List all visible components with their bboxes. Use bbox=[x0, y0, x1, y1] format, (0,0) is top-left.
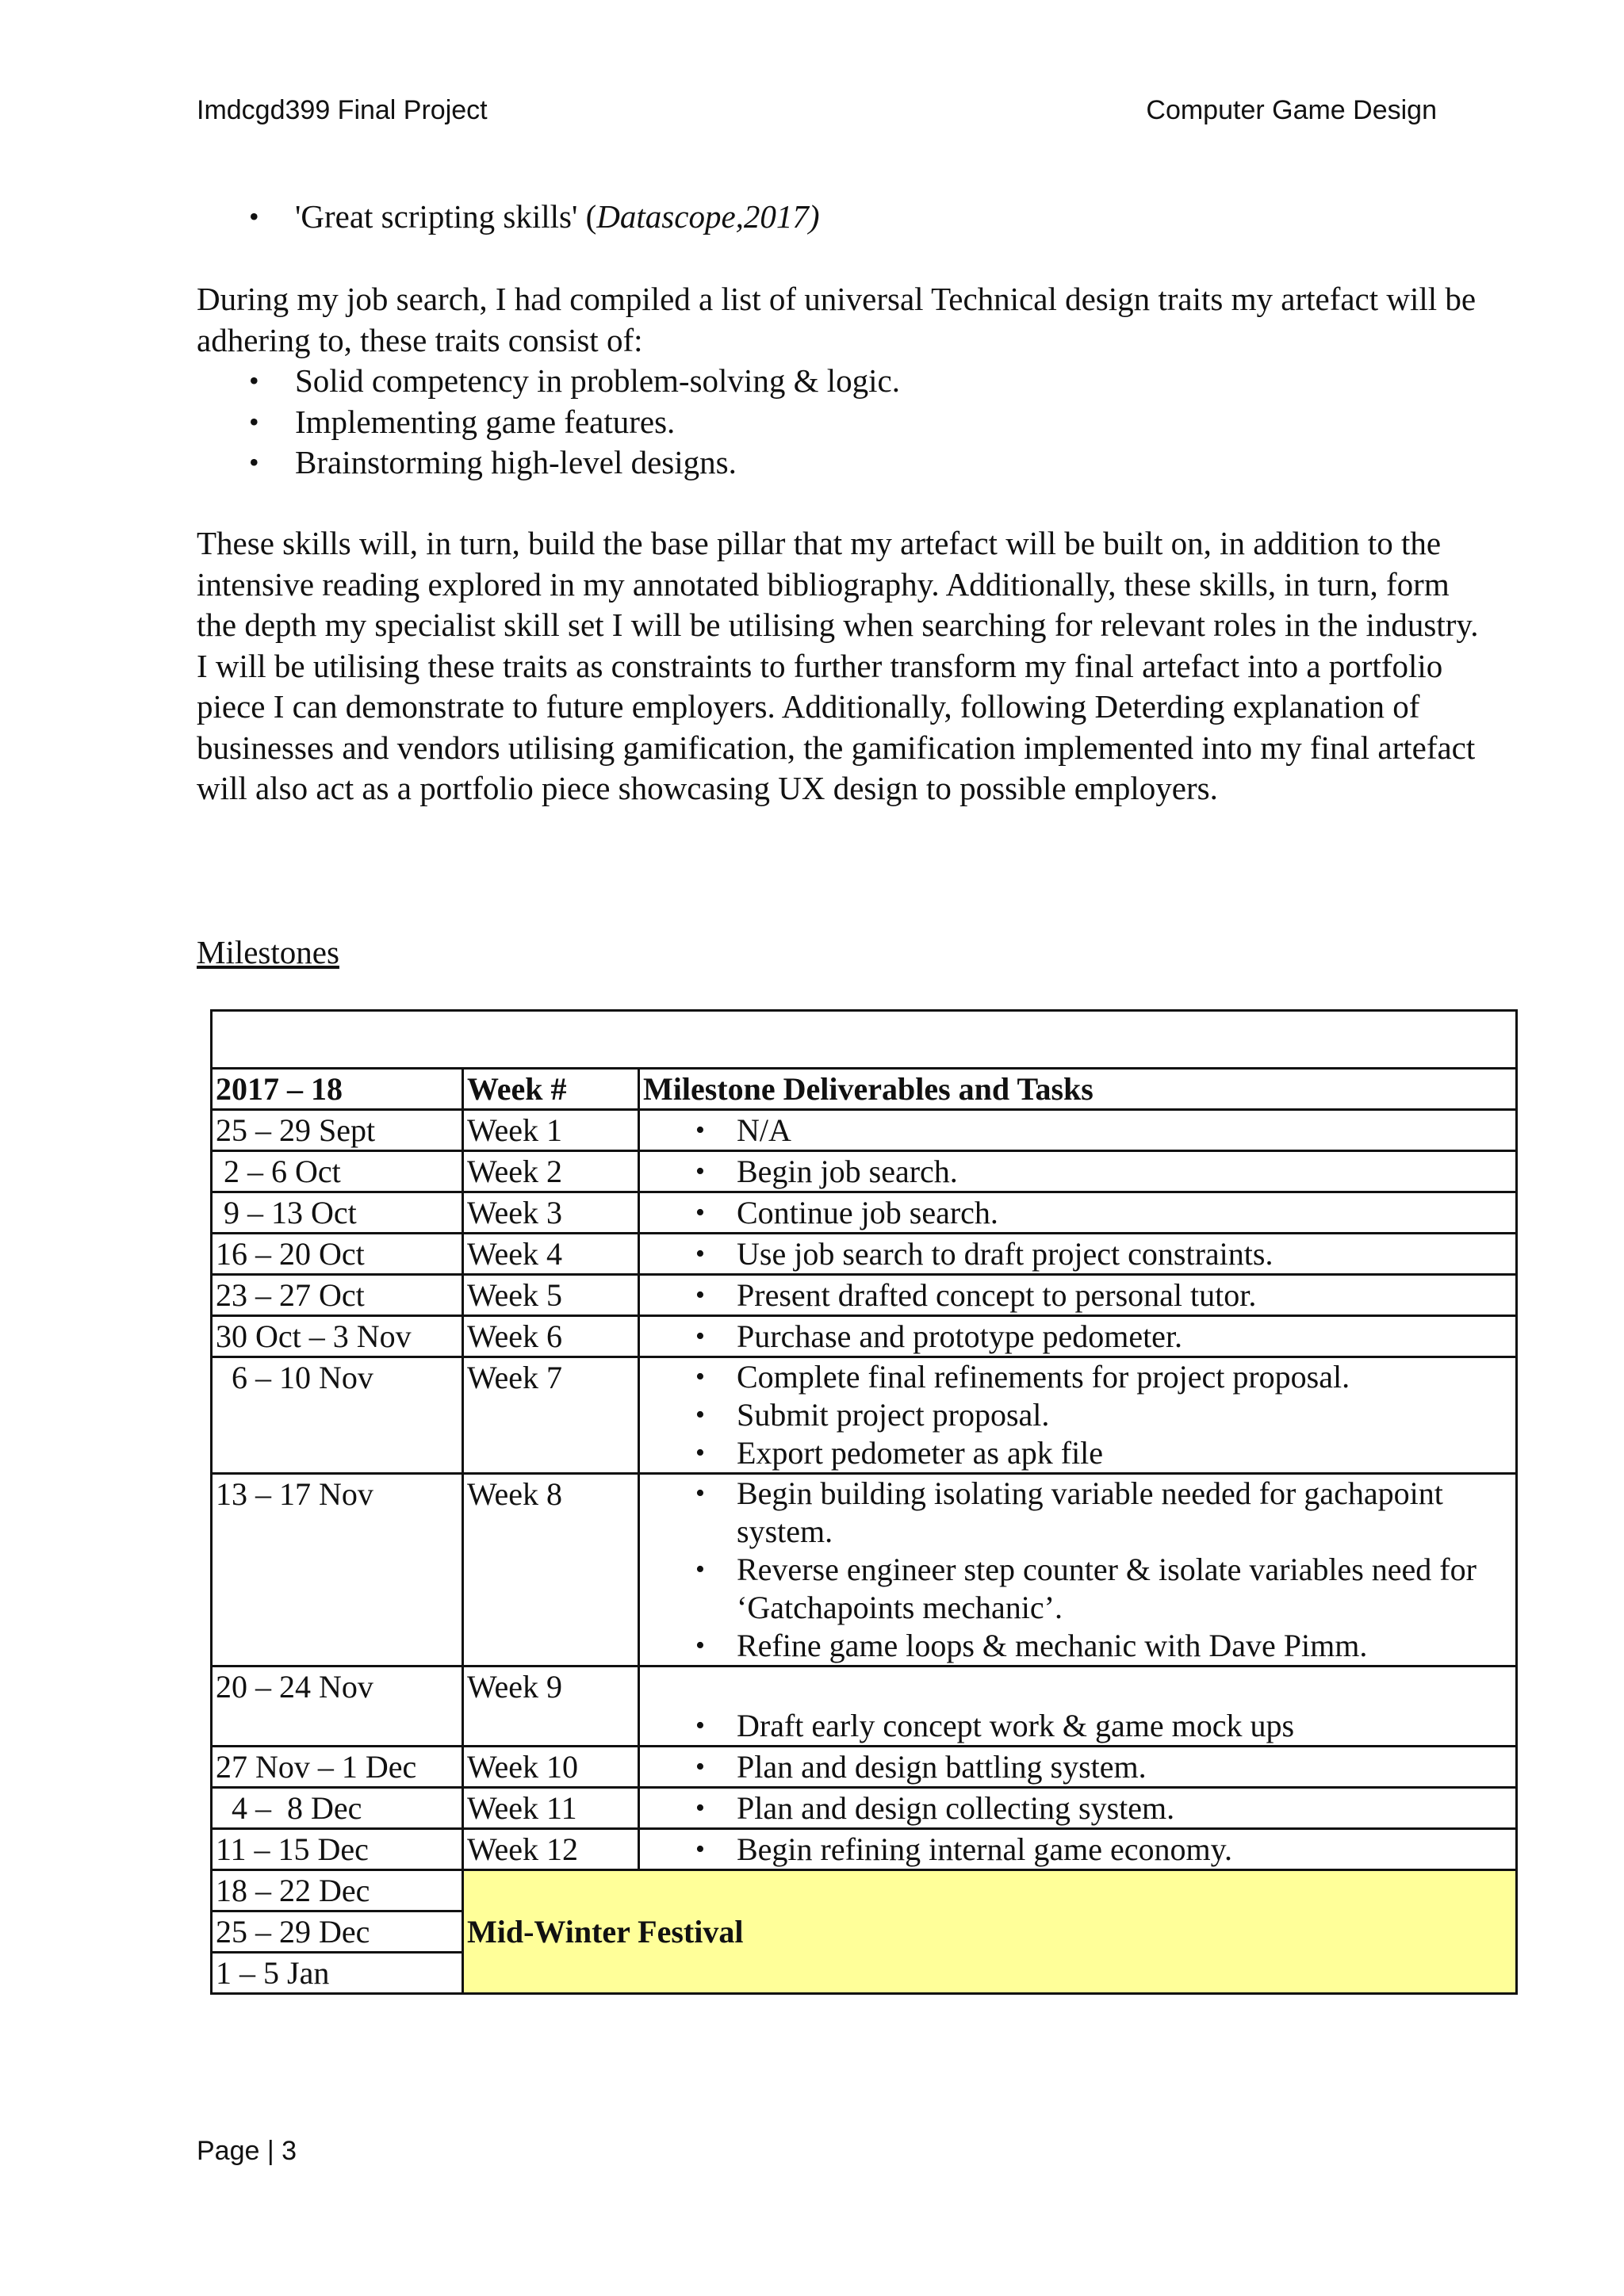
milestones-heading: Milestones bbox=[197, 934, 339, 970]
task-item: • Draft early concept work & game mock ups bbox=[643, 1706, 1512, 1745]
week-cell: Week 4 bbox=[463, 1234, 639, 1275]
para2-block bbox=[197, 523, 1481, 809]
table-row bbox=[212, 1667, 1517, 1747]
table-row bbox=[212, 1151, 1517, 1192]
table-row bbox=[212, 1747, 1517, 1788]
table-row bbox=[212, 1110, 1517, 1151]
date-cell: 27 Nov – 1 Dec bbox=[212, 1747, 463, 1788]
date-cell: 25 – 29 Sept bbox=[212, 1110, 463, 1151]
para1-text: During my job search, I had compiled a list of universal Technical design traits my artefact will be adhering to, these traits consist of: bbox=[197, 281, 1477, 358]
intro-bullet-text: 'Great scripting skills' ( bbox=[295, 198, 597, 235]
tasks-cell bbox=[639, 1192, 1517, 1234]
header-right: Computer Game Design bbox=[1146, 95, 1437, 125]
week-cell: Week 3 bbox=[463, 1192, 639, 1234]
tasks-cell bbox=[639, 1110, 1517, 1151]
tasks-cell bbox=[639, 1747, 1517, 1788]
date-cell: 6 – 10 Nov bbox=[212, 1357, 463, 1474]
para1-block bbox=[197, 279, 1481, 484]
blank-cell bbox=[212, 1011, 1517, 1069]
date-cell: 30 Oct – 3 Nov bbox=[212, 1316, 463, 1357]
traits-list bbox=[197, 361, 1481, 484]
page-number: Page | 3 bbox=[197, 2136, 297, 2166]
task-item: • Begin job search. bbox=[643, 1152, 1512, 1191]
date-cell: 23 – 27 Oct bbox=[212, 1275, 463, 1316]
task-item: • Submit project proposal. bbox=[643, 1396, 1512, 1434]
date-cell: 20 – 24 Nov bbox=[212, 1667, 463, 1747]
date-cell: 4 – 8 Dec bbox=[212, 1788, 463, 1829]
header-cell-week: Week # bbox=[463, 1069, 639, 1110]
trait-item: • Solid competency in problem-solving & logic. bbox=[197, 361, 1481, 402]
task-item: • Continue job search. bbox=[643, 1193, 1512, 1232]
task-item: • Export pedometer as apk file bbox=[643, 1434, 1512, 1472]
task-item: • Use job search to draft project constraints. bbox=[643, 1234, 1512, 1273]
task-item: • Plan and design battling system. bbox=[643, 1747, 1512, 1786]
week-cell: Week 2 bbox=[463, 1151, 639, 1192]
date-cell: 11 – 15 Dec bbox=[212, 1829, 463, 1870]
task-item: • Present drafted concept to personal tutor. bbox=[643, 1276, 1512, 1314]
table-title-row bbox=[212, 1011, 1517, 1069]
tasks-cell bbox=[639, 1829, 1517, 1870]
table-row bbox=[212, 1357, 1517, 1474]
table-row bbox=[212, 1234, 1517, 1275]
week-cell: Week 12 bbox=[463, 1829, 639, 1870]
task-item: • Reverse engineer step counter & isolate variables need for ‘Gatchapoints mechanic’. bbox=[643, 1551, 1512, 1627]
task-item: • N/A bbox=[643, 1111, 1512, 1150]
date-cell: 9 – 13 Oct bbox=[212, 1192, 463, 1234]
week-cell: Week 10 bbox=[463, 1747, 639, 1788]
task-item: • Begin refining internal game economy. bbox=[643, 1830, 1512, 1869]
milestones-table bbox=[210, 1009, 1518, 1995]
task-item: • Complete final refinements for project proposal. bbox=[643, 1358, 1512, 1396]
festival-date-cell: 18 – 22 Dec bbox=[212, 1870, 463, 1911]
week-cell: Week 11 bbox=[463, 1788, 639, 1829]
tasks-cell bbox=[639, 1275, 1517, 1316]
trait-item: • Brainstorming high-level designs. bbox=[197, 442, 1481, 484]
week-cell: Week 8 bbox=[463, 1474, 639, 1667]
week-cell: Week 9 bbox=[463, 1667, 639, 1747]
task-item: • Begin building isolating variable needed for gachapoint system. bbox=[643, 1475, 1512, 1551]
tasks-cell bbox=[639, 1474, 1517, 1667]
header-cell-tasks: Milestone Deliverables and Tasks bbox=[639, 1069, 1517, 1110]
table-row bbox=[212, 1316, 1517, 1357]
intro-bullet bbox=[197, 197, 1481, 238]
table-row bbox=[212, 1474, 1517, 1667]
tasks-cell bbox=[639, 1316, 1517, 1357]
week-cell: Week 5 bbox=[463, 1275, 639, 1316]
para2-line-2: I will be utilising these traits as constraints to further transform my final artefact into a portfolio piece I can demonstrate to future employers. Additionally, following Deterding explanation of businesses and vendors utilising gamification, the gamification implemented into my final artefact will also act as a portfolio piece showcasing UX design to possible employers. bbox=[197, 647, 1476, 806]
tasks-cell bbox=[639, 1667, 1517, 1747]
tasks-cell bbox=[639, 1234, 1517, 1275]
task-item: • Plan and design collecting system. bbox=[643, 1789, 1512, 1827]
table-row bbox=[212, 1829, 1517, 1870]
task-item: • Purchase and prototype pedometer. bbox=[643, 1317, 1512, 1356]
table-row bbox=[212, 1788, 1517, 1829]
task-item: • Refine game loops & mechanic with Dave Pimm. bbox=[643, 1627, 1512, 1665]
tasks-cell bbox=[639, 1151, 1517, 1192]
header-left: Imdcgd399 Final Project bbox=[197, 95, 488, 125]
week-cell: Week 7 bbox=[463, 1357, 639, 1474]
intro-bullet-block bbox=[197, 197, 1481, 238]
para2-line-1: These skills will, in turn, build the base pillar that my artefact will be built on, in addition to the intensive reading explored in my annotated bibliography. Additionally, these skills, in turn, form the depth my specialist skill set I will be utilising when searching for relevant roles in the industry. bbox=[197, 525, 1479, 643]
table-row bbox=[212, 1275, 1517, 1316]
week-cell: Week 6 bbox=[463, 1316, 639, 1357]
week-cell: Week 1 bbox=[463, 1110, 639, 1151]
header-cell-period: 2017 – 18 bbox=[212, 1069, 463, 1110]
table-row bbox=[212, 1192, 1517, 1234]
trait-item: • Implementing game features. bbox=[197, 402, 1481, 443]
festival-cell: Mid-Winter Festival bbox=[463, 1870, 1517, 1994]
festival-date-cell: 25 – 29 Dec bbox=[212, 1911, 463, 1953]
tasks-cell bbox=[639, 1788, 1517, 1829]
date-cell: 2 – 6 Oct bbox=[212, 1151, 463, 1192]
festival-date-cell: 1 – 5 Jan bbox=[212, 1953, 463, 1994]
date-cell: 16 – 20 Oct bbox=[212, 1234, 463, 1275]
intro-bullet-citation: Datascope,2017) bbox=[596, 198, 820, 235]
date-cell: 13 – 17 Nov bbox=[212, 1474, 463, 1667]
tasks-cell bbox=[639, 1357, 1517, 1474]
table-header-row bbox=[212, 1069, 1517, 1110]
festival-row bbox=[212, 1870, 1517, 1911]
